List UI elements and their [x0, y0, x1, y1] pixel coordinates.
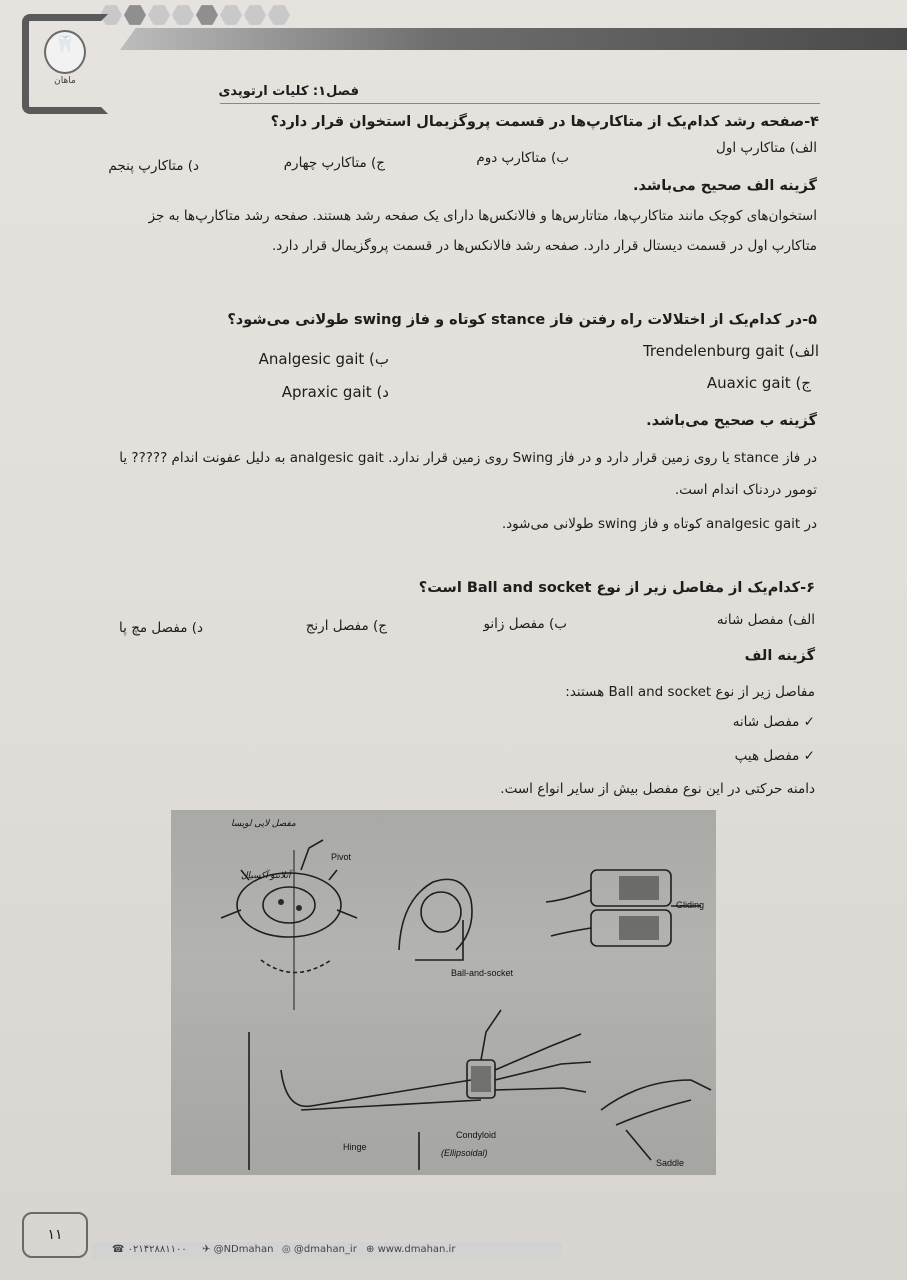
label-saddle: Saddle [656, 1158, 685, 1168]
label-pivot: Pivot [331, 852, 352, 862]
question-6: ۶-کدام‌یک از مفاصل زیر از نوع Ball and socket است؟ [418, 580, 815, 596]
header-divider [220, 103, 820, 104]
logo-text: ماهان [54, 76, 76, 86]
q4-option-b: ب) متاکارپ دوم [476, 150, 569, 166]
chapter-title: فصل۱: کلیات ارتوپدی [218, 84, 359, 99]
instagram-icon: ◎ [282, 1244, 294, 1255]
question-4: ۴-صفحه رشد کدام‌یک از متاکارپ‌ها در قسمت پروگزیمال استخوان قرار دارد؟ [270, 114, 819, 130]
q6-bullet-1: ✓ مفصل شانه [732, 714, 815, 730]
footer-telegram: ✈ @NDmahan [202, 1244, 274, 1255]
q6-bullet-2: ✓ مفصل هیپ [734, 748, 815, 764]
q4-answer: گزینه الف صحیح می‌باشد. [633, 178, 817, 194]
q6-answer: گزینه الف [744, 648, 815, 664]
telegram-icon: ✈ [202, 1244, 214, 1255]
q6-option-c: ج) مفصل ارنج [305, 618, 387, 634]
q4-explanation-line-2: متاکارپ اول در قسمت دیستال قرار دارد. صفحه رشد فالانکس‌ها در قسمت پروگزیمال قرار دارد. [271, 238, 817, 254]
header-hexagon-pattern [100, 4, 290, 26]
footer-website: ⊕ www.dmahan.ir [366, 1244, 456, 1255]
check-icon: ✓ [799, 714, 815, 730]
handwritten-note-1: مفصل لایی لویسا [231, 818, 296, 828]
q6-conclusion: دامنه حرکتی در این نوع مفصل بیش از سایر انواع است. [500, 781, 815, 797]
header-band [120, 28, 907, 50]
joint-types-illustration [171, 810, 716, 1175]
q6-option-b: ب) مفصل زانو [483, 616, 567, 632]
q5-option-a: الف) Trendelenburg gait [642, 342, 819, 360]
q4-option-a: الف) متاکارپ اول [716, 140, 817, 156]
footer-instagram: ◎ @dmahan_ir [282, 1244, 357, 1255]
label-gliding: Gliding [676, 900, 705, 910]
mahan-logo-icon: 🦷 [44, 30, 86, 74]
footer-phone: ☎ ۰۲۱۴۲۸۸۱۱۰۰ [112, 1244, 187, 1255]
q6-option-d: د) مفصل مچ پا [119, 620, 203, 636]
check-icon: ✓ [799, 748, 815, 764]
handwritten-note-2: آتلانتو آکسیال [241, 870, 291, 880]
q4-option-d: د) متاکارپ پنجم [108, 158, 199, 174]
globe-icon: ⊕ [366, 1244, 378, 1255]
q5-explanation-line-2: تومور دردناک اندام است. [674, 482, 817, 498]
joint-types-figure [171, 810, 716, 1175]
handwritten-note-3: (Ellipsoidal) [441, 1148, 488, 1158]
phone-icon: ☎ [112, 1244, 128, 1255]
q5-option-d: د) Apraxic gait [281, 383, 389, 401]
label-condyloid: Condyloid [456, 1130, 497, 1140]
q5-explanation-line-1: در فاز stance یا روی زمین قرار دارد و در فاز Swing روی زمین قرار ندارد. analgesic gait به دلیل عفونت اندام ????? یا [119, 450, 817, 466]
label-ball-and-socket: Ball-and-socket [451, 968, 514, 978]
q5-option-b: ب) Analgesic gait [258, 350, 389, 368]
q4-explanation-line-1: استخوان‌های کوچک مانند متاکارپ‌ها، متاتارس‌ها و فالانکس‌ها دارای یک صفحه رشد هستند. صفحه رشد متاکارپ‌ها به جز [148, 208, 817, 224]
q5-explanation-line-3: در analgesic gait کوتاه و فاز swing طولانی می‌شود. [501, 516, 817, 532]
label-hinge: Hinge [343, 1142, 367, 1152]
page-number: ۱۱ [22, 1212, 88, 1258]
question-5: ۵-در کدام‌یک از اختلالات راه رفتن فاز stance کوتاه و فاز swing طولانی می‌شود؟ [227, 312, 817, 328]
q6-option-a: الف) مفصل شانه [716, 612, 815, 628]
q5-answer: گزینه ب صحیح می‌باشد. [646, 413, 817, 429]
q5-option-c: ج) Auaxic gait [706, 374, 811, 392]
q6-intro: مفاصل زیر از نوع Ball and socket هستند: [565, 684, 815, 700]
q4-option-c: ج) متاکارپ چهارم [283, 155, 385, 171]
